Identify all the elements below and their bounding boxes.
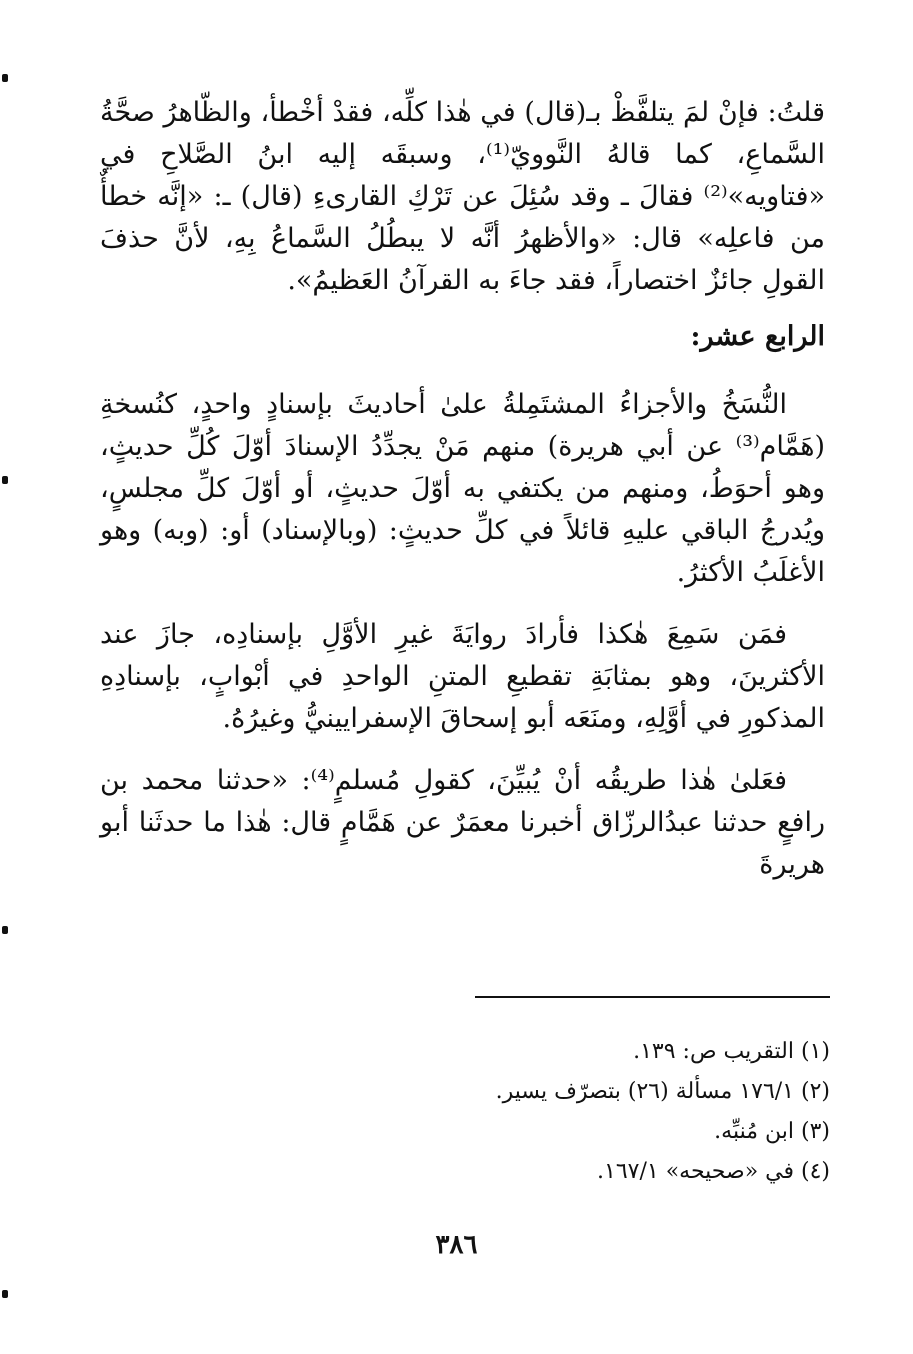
footnote-4: (٤) في «صحيحه» ١٦٧/١. xyxy=(597,1159,830,1184)
paragraph-2: النُّسَخُ والأجزاءُ المشتَمِلةُ علىٰ أحاديثَ بإسنادٍ واحدٍ، كنُسخةِ (هَمَّام⁽³⁾ عن أبي هريرة) منهم مَنْ يجدِّدُ الإسنادَ أوّلَ كُلِّ حديثٍ، وهو أحوَطُ، ومنهم من يكتفي به أوّلَ حديثٍ، أو أوّلَ كلِّ مجلسٍ، ويُدرجُ الباقي عليهِ قائلاً في كلِّ حديثٍ: (وبالإسناد) أو: (وبه) وهو الأغلَبُ الأكثرُ. xyxy=(100,389,825,588)
footnote-2: (٢) ١٧٦/١ مسألة (٢٦) بتصرّف يسير. xyxy=(495,1079,830,1104)
footnote-separator xyxy=(475,996,830,998)
footnote-3: (٣) ابن مُنبِّه. xyxy=(714,1119,830,1144)
paragraph-3: فمَن سَمِعَ هٰكذا فأرادَ روايَةَ غيرِ الأوَّلِ بإسنادِه، جازَ عند الأكثرينَ، وهو بمثابَةِ تقطيعِ المتنِ الواحدِ في أبْوابٍ، بإسنادِهِ المذكورِ في أوَّلِهِ، ومنَعَه أبو إسحاقَ الإسفرايينيُّ وغيرُهُ. xyxy=(100,619,825,734)
main-text xyxy=(100,92,825,906)
scan-mark xyxy=(2,926,8,934)
section-heading: الرابع عشر: xyxy=(690,321,825,352)
scan-mark xyxy=(2,476,8,484)
footnotes xyxy=(360,1032,830,1192)
scan-mark xyxy=(2,74,8,82)
page-number: ٣٨٦ xyxy=(435,1230,478,1260)
paragraph-1: قلتُ: فإنْ لمَ يتلفَّظْ بـ(قال) في هٰذا كلِّه، فقدْ أخْطأ، والظّاهرُ صحَّةُ السَّماعِ، كما قالهُ النَّوويّ⁽¹⁾، وسبقَه إليه ابنُ الصَّلاحِ في «فتاويه»⁽²⁾ فقالَ ـ وقد سُئِلَ عن تَرْكِ القارىءِ (قال) ـ: «إنَّه خطأٌ من فاعلِه» قال: «والأظهرُ أنَّه لا يبطُلُ السَّماعُ بِهِ، لأنَّ حذفَ القولِ جائزٌ اختصاراً، فقد جاءَ به القرآنُ العَظيمُ». xyxy=(100,97,825,296)
paragraph-4: فعَلىٰ هٰذا طريقُه أنْ يُبيِّنَ، كقولِ مُسلمٍ⁽⁴⁾: «حدثنا محمد بن رافعٍ حدثنا عبدُالرزّاق أخبرنا معمَرٌ عن هَمَّامٍ قال: هٰذا ما حدثَنا أبو هريرةَ xyxy=(100,765,825,880)
scan-mark xyxy=(2,1290,8,1298)
footnote-1: (١) التقريب ص: ١٣٩. xyxy=(633,1039,830,1064)
